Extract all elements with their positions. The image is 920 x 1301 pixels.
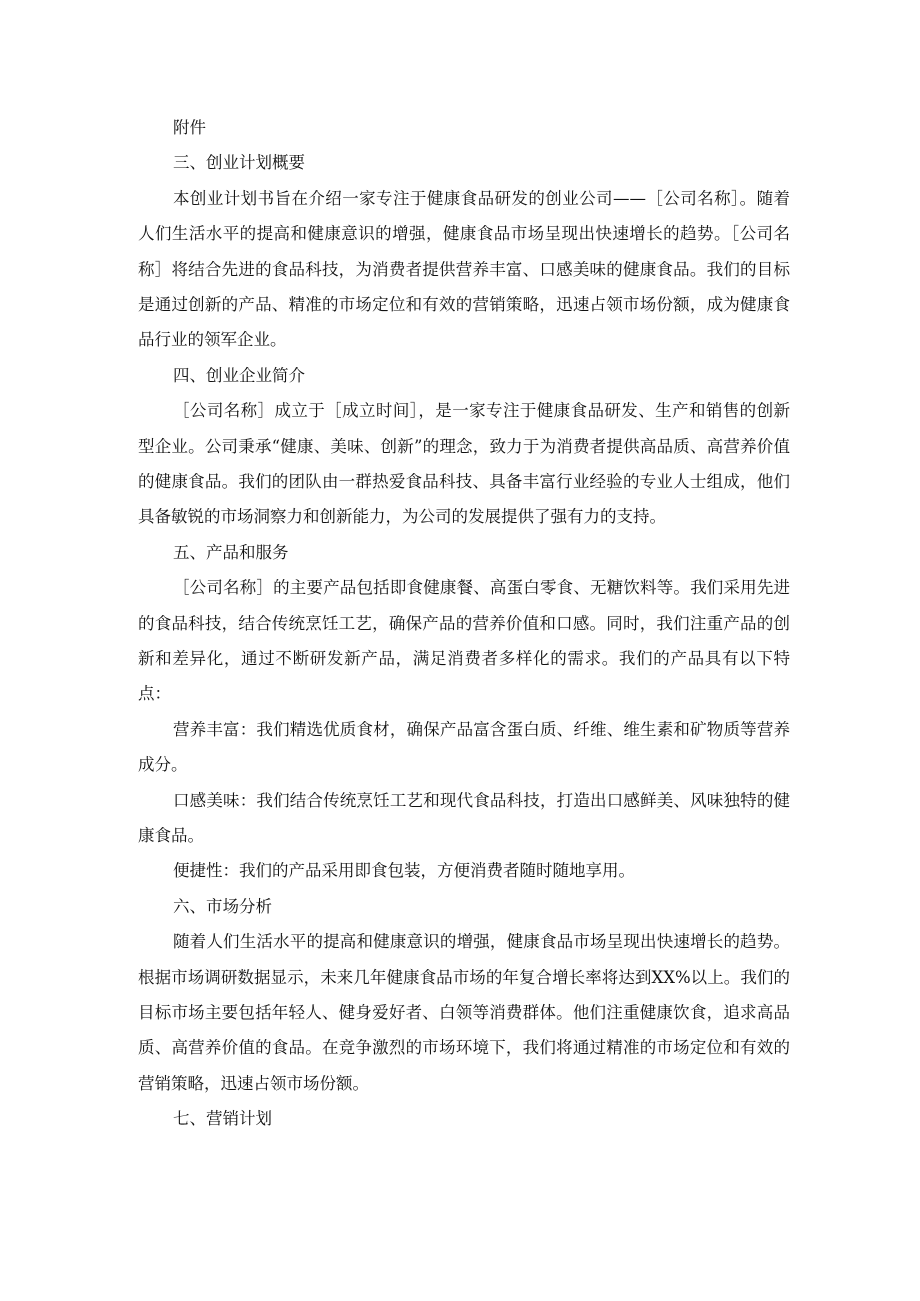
products-paragraph: ［公司名称］的主要产品包括即食健康餐、高蛋白零食、无糖饮料等。我们采用先进的食品科技，结合传统烹饪工艺，确保产品的营养价值和口感。同时，我们注重产品的创新和差异化，通过不断研发新产品，满足消费者多样化的需求。我们的产品具有以下特点： — [138, 578, 790, 704]
document-body — [138, 110, 790, 1137]
section-heading-market-analysis: 六、市场分析 — [173, 896, 272, 916]
attachment-label: 附件 — [173, 118, 206, 137]
overview-paragraph: 本创业计划书旨在介绍一家专注于健康食品研发的创业公司——［公司名称］。随着人们生活水平的提高和健康意识的增强，健康食品市场呈现出快速增长的趋势。［公司名称］将结合先进的食品科技，为消费者提供营养丰富、口感美味的健康食品。我们的目标是通过创新的产品、精准的市场定位和有效的营销策略，迅速占领市场份额，成为健康食品行业的领军企业。 — [138, 188, 790, 350]
feature-nutrition: 营养丰富：我们精选优质食材，确保产品富含蛋白质、纤维、维生素和矿物质等营养成分。 — [138, 719, 790, 775]
company-intro-paragraph: ［公司名称］成立于［成立时间］，是一家专注于健康食品研发、生产和销售的创新型企业。公司秉承“健康、美味、创新”的理念，致力于为消费者提供高品质、高营养价值的健康食品。我们的团队由一群热爱食品科技、具备丰富行业经验的专业人士组成，他们具备敏锐的市场洞察力和创新能力，为公司的发展提供了强有力的支持。 — [138, 401, 790, 527]
feature-taste: 口感美味：我们结合传统烹饪工艺和现代食品科技，打造出口感鲜美、风味独特的健康食品。 — [138, 790, 790, 846]
market-analysis-paragraph: 随着人们生活水平的提高和健康意识的增强，健康食品市场呈现出快速增长的趋势。根据市场调研数据显示，未来几年健康食品市场的年复合增长率将达到XX%以上。我们的目标市场主要包括年轻人、健身爱好者、白领等消费群体。他们注重健康饮食，追求高品质、高营养价值的食品。在竞争激烈的市场环境下，我们将通过精准的市场定位和有效的营销策略，迅速占领市场份额。 — [138, 932, 790, 1093]
section-heading-marketing-plan: 七、营销计划 — [173, 1109, 272, 1129]
section-heading-overview: 三、创业计划概要 — [173, 153, 305, 173]
feature-convenience: 便捷性：我们的产品采用即食包装，方便消费者随时随地享用。 — [173, 861, 635, 881]
section-heading-products: 五、产品和服务 — [173, 542, 289, 562]
section-heading-company-intro: 四、创业企业简介 — [173, 365, 305, 385]
